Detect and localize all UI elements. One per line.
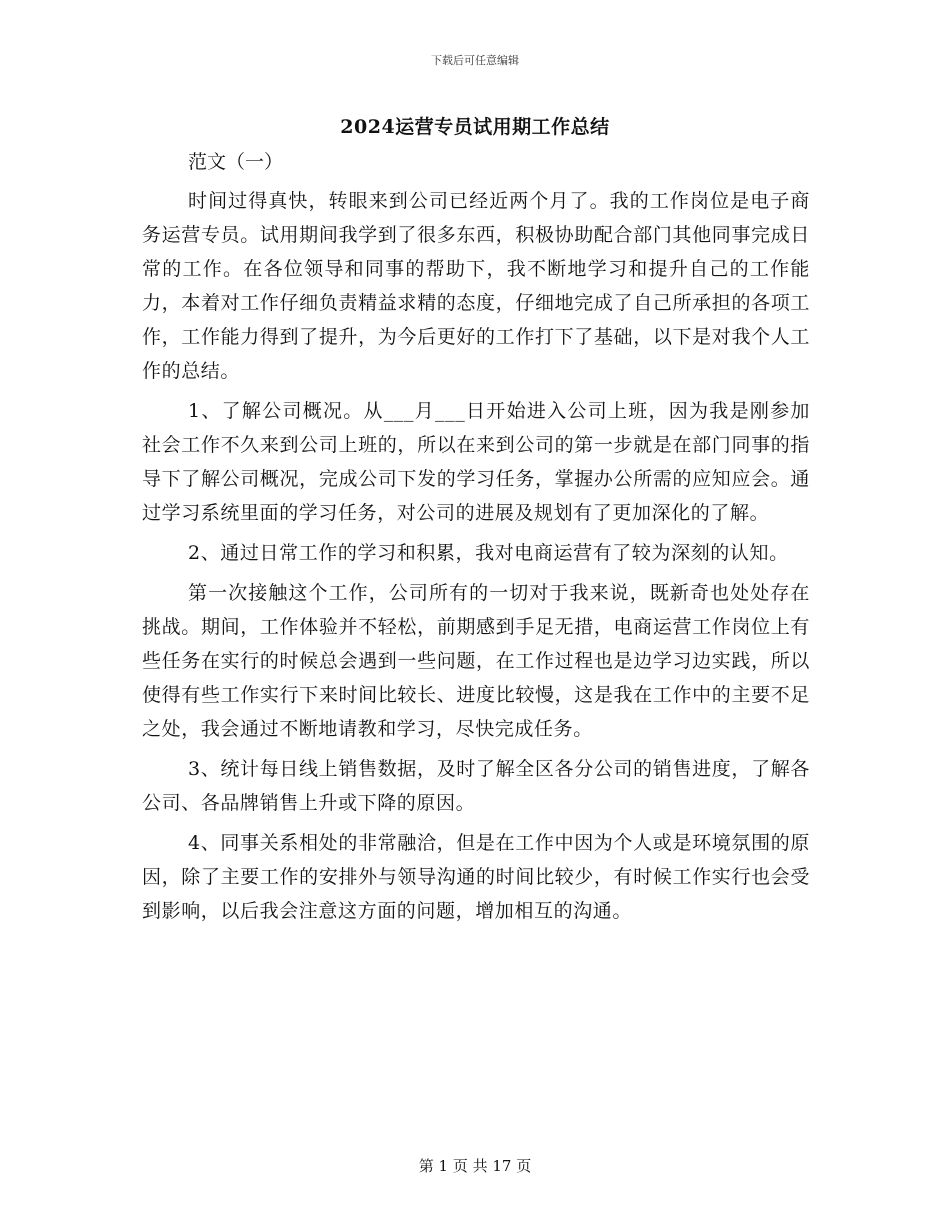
document-title: 2024运营专员试用期工作总结 xyxy=(340,116,610,138)
paragraph-item-1: 1、了解公司概况。从___月___日开始进入公司上班，因为我是刚参加社会工作不久来到公司上班的，所以在来到公司的第一步就是在部门同事的指导下了解公司概况，完成公司下发的学习任务，掌握办公所需的应知应会。通过学习系统里面的学习任务，对公司的进展及规划有了更加深化的了解。 xyxy=(142,400,810,524)
paragraph-intro: 时间过得真快，转眼来到公司已经近两个月了。我的工作岗位是电子商务运营专员。试用期间我学到了很多东西，积极协助配合部门其他同事完成日常的工作。在各位领导和同事的帮助下，我不断地学习和提升自己的工作能力，本着对工作仔细负责精益求精的态度，仔细地完成了自己所承担的各项工作，工作能力得到了提升，为今后更好的工作打下了基础，以下是对我个人工作的总结。 xyxy=(142,190,810,382)
page-header-note: 下载后可任意编辑 xyxy=(431,54,519,67)
document-body xyxy=(142,184,810,934)
paragraph-item-3: 3、统计每日线上销售数据，及时了解全区各分公司的销售进度，了解各公司、各品牌销售上升或下降的原因。 xyxy=(142,758,810,814)
section-label: 范文（一） xyxy=(188,151,284,173)
paragraph-item-2: 2、通过日常工作的学习和积累，我对电商运营有了较为深刻的认知。 xyxy=(188,542,789,564)
page-number: 第 1 页 共 17 页 xyxy=(418,1157,532,1175)
paragraph-first-contact: 第一次接触这个工作，公司所有的一切对于我来说，既新奇也处处存在挑战。期间，工作体验并不轻松，前期感到手足无措，电商运营工作岗位上有些任务在实行的时候总会遇到一些问题，在工作过程也是边学习边实践，所以使得有些工作实行下来时间比较长、进度比较慢，这是我在工作中的主要不足之处，我会通过不断地请教和学习，尽快完成任务。 xyxy=(142,582,810,740)
paragraph-item-4: 4、同事关系相处的非常融洽，但是在工作中因为个人或是环境氛围的原因，除了主要工作的安排外与领导沟通的时间比较少，有时候工作实行也会受到影响，以后我会注意这方面的问题，增加相互的沟通。 xyxy=(142,832,810,922)
